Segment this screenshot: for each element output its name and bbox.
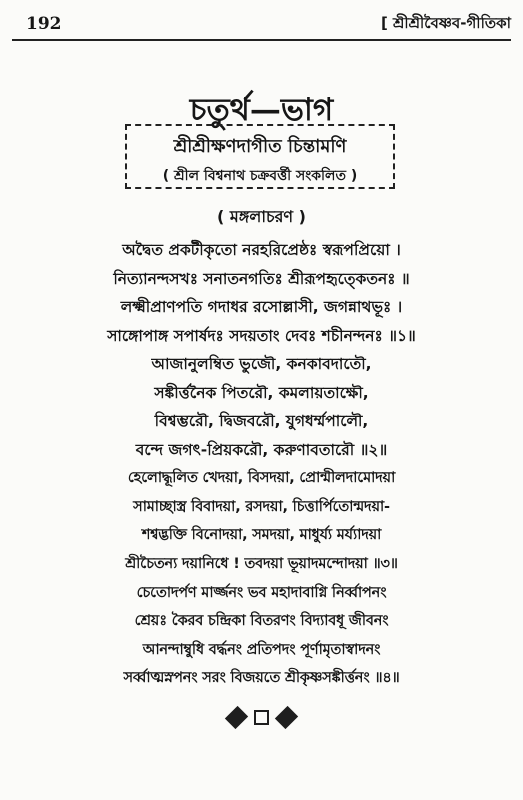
verse-line: নিত্যানন্দসখঃ সনাতনগতিঃ শ্রীরূপহৃত্কেতনঃ ॥ [113,269,410,288]
verse-line: আজানুলম্বিত ভুজৌ, কনকাবদাতৌ, [151,355,372,374]
page-number: 192 [26,14,62,34]
verse-line: শ্রেয়ঃ কৈরব চন্দ্রিকা বিতরণং বিদ্যাবধূ জীবনং [134,613,389,630]
verse-line: শ্রীচৈতন্য দয়ানিধে ! তবদয়া ভূয়াদমন্দোদয়া ॥৩॥ [125,556,398,573]
square-icon [254,710,269,725]
verse-line: আনন্দাম্বুধি বর্দ্ধনং প্রতিপদং পূর্ণামৃতাস্বাদনং [142,641,381,658]
verse-line: চেতোদর্পণ মার্জ্জনং ভব মহাদাবাগ্নি নির্ব্বাপনং [136,584,387,601]
verse-line: সর্ব্বাত্মস্নপনং সরং বিজয়তে শ্রীকৃষ্ণসঙ্কীর্ত্তনং ॥৪॥ [123,670,400,687]
verse-line: সামাচ্ছাস্ত্র বিবাদয়া, রসদয়া, চিত্তার্পিতোন্মদয়া- [133,498,390,515]
diamond-icon [275,706,298,729]
diamond-icon [225,706,248,729]
attribution: ( শ্রীল বিশ্বনাথ চক্রবর্ত্তী সংকলিত ) [162,168,358,184]
verse-line: বিশ্বম্ভরৌ, দ্বিজবরৌ, যুগধর্ম্মপালৌ, [154,412,369,431]
book-title: শ্রীশ্রীক্ষণদাগীত চিন্তামণি [173,136,347,157]
verse-line: লক্ষ্মীপ্রাণপতি গদাধর রসোল্লাসী, জগন্নাথভূঃ । [120,298,403,317]
verse-line: হেলোদ্ধূলিত খেদয়া, বিসদয়া, প্রোন্মীলদামোদয়া [127,470,396,487]
invocation-heading: ( মঙ্গলাচরণ ) [217,207,306,226]
running-title: [ শ্রীশ্রীবৈষ্ণব-গীতিকা [380,14,511,32]
verse-block [30,236,493,693]
verse-line: বন্দে জগৎ-প্রিয়করৌ, করুণাবতারৌ ॥২॥ [135,440,388,459]
verse-line: সাঙ্গোপাঙ্গ সপার্ষদঃ সদয়তাং দেবঃ শচীনন্দনঃ ॥১॥ [107,326,416,345]
part-title: চতুর্থ—ভাগ [189,92,334,128]
verse-line: সঙ্কীর্ত্তনৈক পিতরৌ, কমলায়তাক্ষৌ, [154,383,369,402]
verse-line: অদ্বৈত প্রকটীকৃতো নরহরিপ্রেষ্ঠঃ স্বরূপপ্রিয়ো । [122,241,401,259]
end-ornament [0,710,523,725]
header-rule [12,39,511,41]
title-box [125,124,395,189]
verse-line: শশ্বদ্ভক্তি বিনোদয়া, সমদয়া, মাধুর্য্য মর্য্যাদয়া [141,527,382,544]
